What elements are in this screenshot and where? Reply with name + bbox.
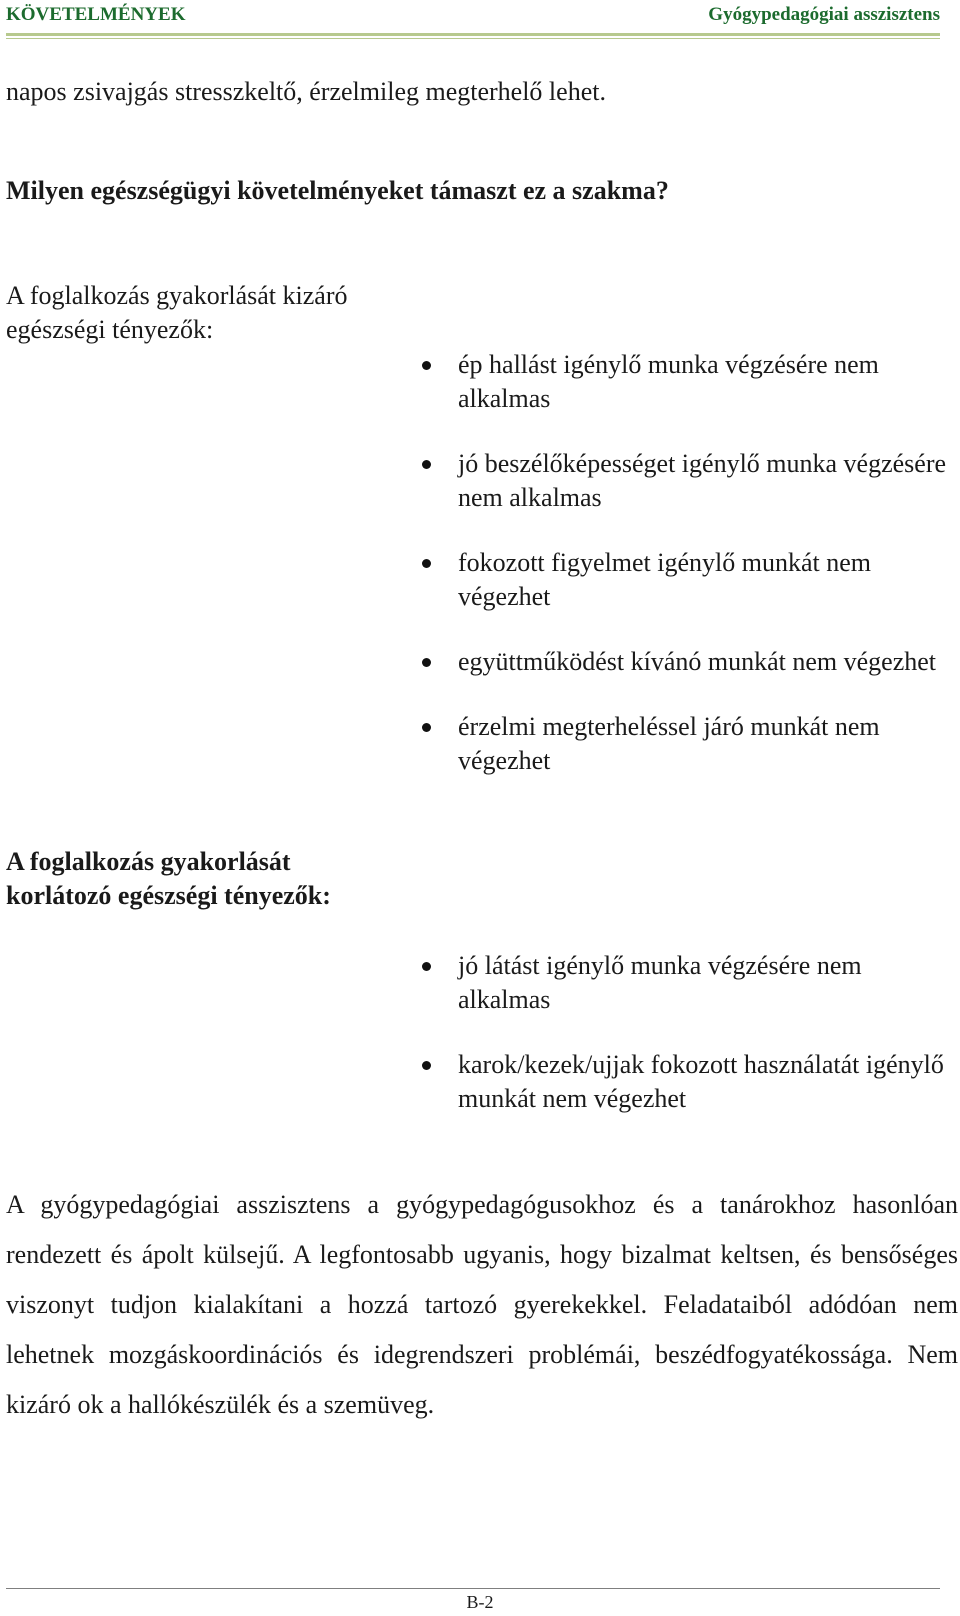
header-document-title: Gyógypedagógiai asszisztens [708, 4, 940, 25]
list-item-text: karok/kezek/ujjak fokozott használatát igénylő munkát nem végezhet [458, 1050, 944, 1113]
footer-divider [6, 1588, 940, 1589]
list-item [418, 949, 948, 1017]
page-number: B-2 [466, 1592, 494, 1612]
list-item [418, 1048, 948, 1116]
excluding-factors-list [418, 348, 948, 809]
bullet-icon [422, 559, 431, 568]
excluding-factors-label: A foglalkozás gyakorlását kizáró egészségi tényezők: [6, 281, 348, 344]
header-divider-thin [6, 38, 940, 39]
list-item-text: jó beszélőképességet igénylő munka végzésére nem alkalmas [458, 449, 947, 512]
page-header [6, 0, 940, 34]
list-item [418, 710, 948, 778]
list-item-text: fokozott figyelmet igénylő munkát nem végezhet [458, 548, 872, 611]
list-item [418, 546, 948, 614]
intro-text: napos zsivajgás stresszkeltő, érzelmileg megterhelő lehet. [6, 77, 606, 106]
header-section-title: KÖVETELMÉNYEK [6, 4, 186, 25]
list-item-text: ép hallást igénylő munka végzésére nem alkalmas [458, 350, 879, 413]
list-item [418, 645, 948, 679]
list-item-text: érzelmi megterheléssel járó munkát nem végezhet [458, 712, 880, 775]
list-item [418, 447, 948, 515]
limiting-factors-label: A foglalkozás gyakorlását korlátozó egészségi tényezők: [6, 847, 331, 910]
bullet-icon [422, 723, 431, 732]
list-item-text: együttműködést kívánó munkát nem végezhet [458, 647, 936, 676]
header-divider [6, 33, 940, 36]
bullet-icon [422, 361, 431, 370]
limiting-factors-list [418, 949, 948, 1147]
list-item-text: jó látást igénylő munka végzésére nem alkalmas [458, 951, 862, 1014]
bullet-icon [422, 962, 431, 971]
bullet-icon [422, 658, 431, 667]
section-question: Milyen egészségügyi követelményeket támaszt ez a szakma? [6, 176, 669, 205]
list-item [418, 348, 948, 416]
bullet-icon [422, 460, 431, 469]
body-paragraph: A gyógypedagógiai asszisztens a gyógypedagógusokhoz és a tanárokhoz hasonlóan rendezett és ápolt külsejű. A legfontosabb ugyanis, hogy bizalmat keltsen, és bensőséges viszonyt tudjon kialakítani a hozzá tartozó gyerekekkel. Feladataiból adódóan nem lehetnek mozgáskoordinációs és idegrendszeri problémái, beszédfogyatékossága. Nem kizáró ok a hallókészülék és a szemüveg. [6, 1190, 958, 1419]
bullet-icon [422, 1061, 431, 1070]
